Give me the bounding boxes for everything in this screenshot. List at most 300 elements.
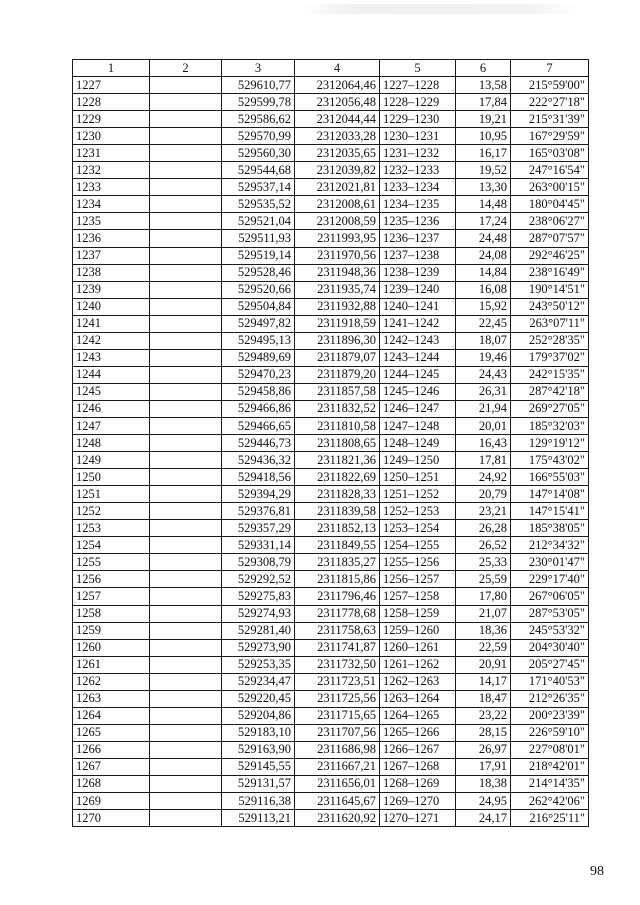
- segment-cell: 1229–1230: [380, 111, 456, 128]
- empty-cell: [150, 810, 222, 827]
- length-cell: 13,30: [456, 179, 511, 196]
- bearing-cell: 287°53'05": [511, 605, 589, 622]
- length-cell: 24,08: [456, 247, 511, 264]
- table-row: [73, 793, 589, 810]
- length-cell: 24,43: [456, 366, 511, 383]
- segment-cell: 1243–1244: [380, 349, 456, 366]
- point-number-cell: 1268: [73, 775, 150, 792]
- point-number-cell: 1252: [73, 503, 150, 520]
- segment-cell: 1234–1235: [380, 196, 456, 213]
- y-coordinate-cell: 2311852,13: [295, 520, 380, 537]
- empty-cell: [150, 230, 222, 247]
- empty-cell: [150, 435, 222, 452]
- segment-cell: 1231–1232: [380, 145, 456, 162]
- y-coordinate-cell: 2311723,51: [295, 673, 380, 690]
- x-coordinate-cell: 529145,55: [222, 758, 295, 775]
- y-coordinate-cell: 2311828,33: [295, 486, 380, 503]
- column-header: 7: [511, 60, 589, 77]
- point-number-cell: 1255: [73, 554, 150, 571]
- point-number-cell: 1231: [73, 145, 150, 162]
- table-row: [73, 758, 589, 775]
- segment-cell: 1250–1251: [380, 469, 456, 486]
- x-coordinate-cell: 529504,84: [222, 298, 295, 315]
- table-row: [73, 349, 589, 366]
- column-header: 1: [73, 60, 150, 77]
- x-coordinate-cell: 529220,45: [222, 690, 295, 707]
- empty-cell: [150, 724, 222, 741]
- table-row: [73, 775, 589, 792]
- x-coordinate-cell: 529497,82: [222, 315, 295, 332]
- point-number-cell: 1237: [73, 247, 150, 264]
- table-row: [73, 298, 589, 315]
- y-coordinate-cell: 2312021,81: [295, 179, 380, 196]
- x-coordinate-cell: 529163,90: [222, 741, 295, 758]
- y-coordinate-cell: 2311822,69: [295, 469, 380, 486]
- segment-cell: 1232–1233: [380, 162, 456, 179]
- column-header: 6: [456, 60, 511, 77]
- y-coordinate-cell: 2311741,87: [295, 639, 380, 656]
- length-cell: 26,28: [456, 520, 511, 537]
- x-coordinate-cell: 529275,83: [222, 588, 295, 605]
- empty-cell: [150, 571, 222, 588]
- y-coordinate-cell: 2311715,65: [295, 707, 380, 724]
- point-number-cell: 1258: [73, 605, 150, 622]
- point-number-cell: 1263: [73, 690, 150, 707]
- y-coordinate-cell: 2311686,98: [295, 741, 380, 758]
- table-row: [73, 724, 589, 741]
- y-coordinate-cell: 2312008,61: [295, 196, 380, 213]
- empty-cell: [150, 332, 222, 349]
- point-number-cell: 1244: [73, 366, 150, 383]
- bearing-cell: 215°31'39": [511, 111, 589, 128]
- table-row: [73, 179, 589, 196]
- empty-cell: [150, 707, 222, 724]
- bearing-cell: 218°42'01": [511, 758, 589, 775]
- empty-cell: [150, 145, 222, 162]
- bearing-cell: 204°30'40": [511, 639, 589, 656]
- y-coordinate-cell: 2312056,48: [295, 94, 380, 111]
- empty-cell: [150, 94, 222, 111]
- x-coordinate-cell: 529458,86: [222, 383, 295, 400]
- x-coordinate-cell: 529436,32: [222, 452, 295, 469]
- bearing-cell: 238°16'49": [511, 264, 589, 281]
- table-row: [73, 588, 589, 605]
- x-coordinate-cell: 529183,10: [222, 724, 295, 741]
- table-row: [73, 435, 589, 452]
- segment-cell: 1237–1238: [380, 247, 456, 264]
- x-coordinate-cell: 529376,81: [222, 503, 295, 520]
- length-cell: 22,45: [456, 315, 511, 332]
- segment-cell: 1255–1256: [380, 554, 456, 571]
- x-coordinate-cell: 529560,30: [222, 145, 295, 162]
- table-row: [73, 383, 589, 400]
- table-row: [73, 707, 589, 724]
- x-coordinate-cell: 529570,99: [222, 128, 295, 145]
- length-cell: 28,15: [456, 724, 511, 741]
- point-number-cell: 1245: [73, 383, 150, 400]
- empty-cell: [150, 264, 222, 281]
- segment-cell: 1262–1263: [380, 673, 456, 690]
- segment-cell: 1245–1246: [380, 383, 456, 400]
- bearing-cell: 230°01'47": [511, 554, 589, 571]
- empty-cell: [150, 588, 222, 605]
- length-cell: 25,33: [456, 554, 511, 571]
- segment-cell: 1265–1266: [380, 724, 456, 741]
- table-row: [73, 230, 589, 247]
- empty-cell: [150, 315, 222, 332]
- bearing-cell: 147°15'41": [511, 503, 589, 520]
- segment-cell: 1259–1260: [380, 622, 456, 639]
- x-coordinate-cell: 529466,86: [222, 400, 295, 417]
- length-cell: 16,43: [456, 435, 511, 452]
- bearing-cell: 185°32'03": [511, 417, 589, 434]
- table-row: [73, 281, 589, 298]
- length-cell: 26,31: [456, 383, 511, 400]
- length-cell: 17,80: [456, 588, 511, 605]
- length-cell: 17,81: [456, 452, 511, 469]
- length-cell: 20,91: [456, 656, 511, 673]
- y-coordinate-cell: 2311948,36: [295, 264, 380, 281]
- length-cell: 20,01: [456, 417, 511, 434]
- empty-cell: [150, 469, 222, 486]
- y-coordinate-cell: 2311970,56: [295, 247, 380, 264]
- length-cell: 16,17: [456, 145, 511, 162]
- bearing-cell: 167°29'59": [511, 128, 589, 145]
- bearing-cell: 247°16'54": [511, 162, 589, 179]
- y-coordinate-cell: 2311656,01: [295, 775, 380, 792]
- length-cell: 26,97: [456, 741, 511, 758]
- length-cell: 19,52: [456, 162, 511, 179]
- x-coordinate-cell: 529204,86: [222, 707, 295, 724]
- bearing-cell: 190°14'51": [511, 281, 589, 298]
- length-cell: 17,91: [456, 758, 511, 775]
- table-row: [73, 128, 589, 145]
- empty-cell: [150, 554, 222, 571]
- empty-cell: [150, 520, 222, 537]
- bearing-cell: 179°37'02": [511, 349, 589, 366]
- table-row: [73, 554, 589, 571]
- y-coordinate-cell: 2311778,68: [295, 605, 380, 622]
- empty-cell: [150, 417, 222, 434]
- y-coordinate-cell: 2311849,55: [295, 537, 380, 554]
- empty-cell: [150, 400, 222, 417]
- y-coordinate-cell: 2311810,58: [295, 417, 380, 434]
- table-row: [73, 503, 589, 520]
- x-coordinate-cell: 529273,90: [222, 639, 295, 656]
- bearing-cell: 263°07'11": [511, 315, 589, 332]
- segment-cell: 1268–1269: [380, 775, 456, 792]
- length-cell: 25,59: [456, 571, 511, 588]
- point-number-cell: 1249: [73, 452, 150, 469]
- length-cell: 16,08: [456, 281, 511, 298]
- table-row: [73, 162, 589, 179]
- bearing-cell: 287°42'18": [511, 383, 589, 400]
- segment-cell: 1257–1258: [380, 588, 456, 605]
- x-coordinate-cell: 529418,56: [222, 469, 295, 486]
- x-coordinate-cell: 529253,35: [222, 656, 295, 673]
- point-number-cell: 1264: [73, 707, 150, 724]
- point-number-cell: 1254: [73, 537, 150, 554]
- point-number-cell: 1253: [73, 520, 150, 537]
- x-coordinate-cell: 529394,29: [222, 486, 295, 503]
- bearing-cell: 165°03'08": [511, 145, 589, 162]
- table-row: [73, 810, 589, 827]
- segment-cell: 1248–1249: [380, 435, 456, 452]
- segment-cell: 1241–1242: [380, 315, 456, 332]
- table-row: [73, 332, 589, 349]
- empty-cell: [150, 793, 222, 810]
- point-number-cell: 1259: [73, 622, 150, 639]
- empty-cell: [150, 298, 222, 315]
- segment-cell: 1254–1255: [380, 537, 456, 554]
- segment-cell: 1227–1228: [380, 77, 456, 94]
- segment-cell: 1247–1248: [380, 417, 456, 434]
- x-coordinate-cell: 529281,40: [222, 622, 295, 639]
- bearing-cell: 185°38'05": [511, 520, 589, 537]
- x-coordinate-cell: 529292,52: [222, 571, 295, 588]
- bearing-cell: 287°07'57": [511, 230, 589, 247]
- y-coordinate-cell: 2311707,56: [295, 724, 380, 741]
- point-number-cell: 1234: [73, 196, 150, 213]
- x-coordinate-cell: 529116,38: [222, 793, 295, 810]
- length-cell: 19,21: [456, 111, 511, 128]
- length-cell: 24,92: [456, 469, 511, 486]
- table-row: [73, 656, 589, 673]
- bearing-cell: 215°59'00": [511, 77, 589, 94]
- table-row: [73, 605, 589, 622]
- empty-cell: [150, 673, 222, 690]
- point-number-cell: 1260: [73, 639, 150, 656]
- length-cell: 18,38: [456, 775, 511, 792]
- length-cell: 17,24: [456, 213, 511, 230]
- x-coordinate-cell: 529331,14: [222, 537, 295, 554]
- segment-cell: 1269–1270: [380, 793, 456, 810]
- point-number-cell: 1266: [73, 741, 150, 758]
- y-coordinate-cell: 2311796,46: [295, 588, 380, 605]
- empty-cell: [150, 366, 222, 383]
- column-header: 3: [222, 60, 295, 77]
- bearing-cell: 227°08'01": [511, 741, 589, 758]
- length-cell: 18,47: [456, 690, 511, 707]
- y-coordinate-cell: 2312008,59: [295, 213, 380, 230]
- bearing-cell: 262°42'06": [511, 793, 589, 810]
- empty-cell: [150, 213, 222, 230]
- y-coordinate-cell: 2311918,59: [295, 315, 380, 332]
- segment-cell: 1267–1268: [380, 758, 456, 775]
- x-coordinate-cell: 529586,62: [222, 111, 295, 128]
- length-cell: 13,58: [456, 77, 511, 94]
- empty-cell: [150, 503, 222, 520]
- bearing-cell: 242°15'35": [511, 366, 589, 383]
- y-coordinate-cell: 2311879,07: [295, 349, 380, 366]
- x-coordinate-cell: 529470,23: [222, 366, 295, 383]
- segment-cell: 1256–1257: [380, 571, 456, 588]
- point-number-cell: 1261: [73, 656, 150, 673]
- x-coordinate-cell: 529521,04: [222, 213, 295, 230]
- page-number: 98: [590, 864, 604, 879]
- y-coordinate-cell: 2311620,92: [295, 810, 380, 827]
- empty-cell: [150, 179, 222, 196]
- point-number-cell: 1247: [73, 417, 150, 434]
- empty-cell: [150, 622, 222, 639]
- length-cell: 14,48: [456, 196, 511, 213]
- bearing-cell: 214°14'35": [511, 775, 589, 792]
- table-row: [73, 537, 589, 554]
- length-cell: 20,79: [456, 486, 511, 503]
- table-row: [73, 639, 589, 656]
- x-coordinate-cell: 529511,93: [222, 230, 295, 247]
- length-cell: 24,48: [456, 230, 511, 247]
- segment-cell: 1258–1259: [380, 605, 456, 622]
- segment-cell: 1235–1236: [380, 213, 456, 230]
- empty-cell: [150, 605, 222, 622]
- y-coordinate-cell: 2311815,86: [295, 571, 380, 588]
- y-coordinate-cell: 2311645,67: [295, 793, 380, 810]
- length-cell: 19,46: [456, 349, 511, 366]
- table-row: [73, 452, 589, 469]
- x-coordinate-cell: 529535,52: [222, 196, 295, 213]
- empty-cell: [150, 162, 222, 179]
- point-number-cell: 1239: [73, 281, 150, 298]
- empty-cell: [150, 349, 222, 366]
- y-coordinate-cell: 2311932,88: [295, 298, 380, 315]
- table-row: [73, 264, 589, 281]
- x-coordinate-cell: 529544,68: [222, 162, 295, 179]
- bearing-cell: 267°06'05": [511, 588, 589, 605]
- empty-cell: [150, 690, 222, 707]
- point-number-cell: 1232: [73, 162, 150, 179]
- segment-cell: 1233–1234: [380, 179, 456, 196]
- length-cell: 24,17: [456, 810, 511, 827]
- bearing-cell: 205°27'45": [511, 656, 589, 673]
- table-row: [73, 741, 589, 758]
- empty-cell: [150, 77, 222, 94]
- segment-cell: 1230–1231: [380, 128, 456, 145]
- segment-cell: 1263–1264: [380, 690, 456, 707]
- table-row: [73, 111, 589, 128]
- column-header: 4: [295, 60, 380, 77]
- y-coordinate-cell: 2311832,52: [295, 400, 380, 417]
- empty-cell: [150, 758, 222, 775]
- length-cell: 21,07: [456, 605, 511, 622]
- empty-cell: [150, 196, 222, 213]
- bearing-cell: 216°25'11": [511, 810, 589, 827]
- x-coordinate-cell: 529519,14: [222, 247, 295, 264]
- table-row: [73, 315, 589, 332]
- x-coordinate-cell: 529308,79: [222, 554, 295, 571]
- empty-cell: [150, 537, 222, 554]
- column-header: 2: [150, 60, 222, 77]
- segment-cell: 1264–1265: [380, 707, 456, 724]
- point-number-cell: 1250: [73, 469, 150, 486]
- y-coordinate-cell: 2312064,46: [295, 77, 380, 94]
- segment-cell: 1244–1245: [380, 366, 456, 383]
- table-row: [73, 77, 589, 94]
- point-number-cell: 1251: [73, 486, 150, 503]
- point-number-cell: 1267: [73, 758, 150, 775]
- table-header-row: [73, 60, 589, 77]
- segment-cell: 1242–1243: [380, 332, 456, 349]
- bearing-cell: 147°14'08": [511, 486, 589, 503]
- y-coordinate-cell: 2311857,58: [295, 383, 380, 400]
- bearing-cell: 171°40'53": [511, 673, 589, 690]
- y-coordinate-cell: 2311879,20: [295, 366, 380, 383]
- point-number-cell: 1236: [73, 230, 150, 247]
- bearing-cell: 180°04'45": [511, 196, 589, 213]
- column-header: 5: [380, 60, 456, 77]
- y-coordinate-cell: 2311835,27: [295, 554, 380, 571]
- y-coordinate-cell: 2312033,28: [295, 128, 380, 145]
- length-cell: 18,36: [456, 622, 511, 639]
- segment-cell: 1252–1253: [380, 503, 456, 520]
- point-number-cell: 1240: [73, 298, 150, 315]
- bearing-cell: 229°17'40": [511, 571, 589, 588]
- bearing-cell: 212°34'32": [511, 537, 589, 554]
- length-cell: 14,17: [456, 673, 511, 690]
- empty-cell: [150, 128, 222, 145]
- segment-cell: 1270–1271: [380, 810, 456, 827]
- segment-cell: 1249–1250: [380, 452, 456, 469]
- point-number-cell: 1262: [73, 673, 150, 690]
- table-row: [73, 571, 589, 588]
- bearing-cell: 252°28'35": [511, 332, 589, 349]
- empty-cell: [150, 656, 222, 673]
- bearing-cell: 129°19'12": [511, 435, 589, 452]
- segment-cell: 1260–1261: [380, 639, 456, 656]
- empty-cell: [150, 281, 222, 298]
- table-row: [73, 366, 589, 383]
- table-row: [73, 196, 589, 213]
- empty-cell: [150, 486, 222, 503]
- point-number-cell: 1269: [73, 793, 150, 810]
- bearing-cell: 212°26'35": [511, 690, 589, 707]
- x-coordinate-cell: 529599,78: [222, 94, 295, 111]
- empty-cell: [150, 741, 222, 758]
- table-row: [73, 417, 589, 434]
- x-coordinate-cell: 529446,73: [222, 435, 295, 452]
- segment-cell: 1228–1229: [380, 94, 456, 111]
- y-coordinate-cell: 2311667,21: [295, 758, 380, 775]
- bearing-cell: 263°00'15": [511, 179, 589, 196]
- x-coordinate-cell: 529357,29: [222, 520, 295, 537]
- segment-cell: 1266–1267: [380, 741, 456, 758]
- point-number-cell: 1270: [73, 810, 150, 827]
- point-number-cell: 1248: [73, 435, 150, 452]
- table-row: [73, 469, 589, 486]
- point-number-cell: 1242: [73, 332, 150, 349]
- x-coordinate-cell: 529274,93: [222, 605, 295, 622]
- segment-cell: 1240–1241: [380, 298, 456, 315]
- point-number-cell: 1229: [73, 111, 150, 128]
- length-cell: 10,95: [456, 128, 511, 145]
- y-coordinate-cell: 2312044,44: [295, 111, 380, 128]
- y-coordinate-cell: 2311732,50: [295, 656, 380, 673]
- point-number-cell: 1246: [73, 400, 150, 417]
- bearing-cell: 175°43'02": [511, 452, 589, 469]
- bearing-cell: 200°23'39": [511, 707, 589, 724]
- table-row: [73, 94, 589, 111]
- segment-cell: 1239–1240: [380, 281, 456, 298]
- y-coordinate-cell: 2312039,82: [295, 162, 380, 179]
- scan-artifact: [300, 4, 580, 14]
- x-coordinate-cell: 529537,14: [222, 179, 295, 196]
- bearing-cell: 166°55'03": [511, 469, 589, 486]
- point-number-cell: 1227: [73, 77, 150, 94]
- point-number-cell: 1241: [73, 315, 150, 332]
- x-coordinate-cell: 529528,46: [222, 264, 295, 281]
- length-cell: 22,59: [456, 639, 511, 656]
- x-coordinate-cell: 529610,77: [222, 77, 295, 94]
